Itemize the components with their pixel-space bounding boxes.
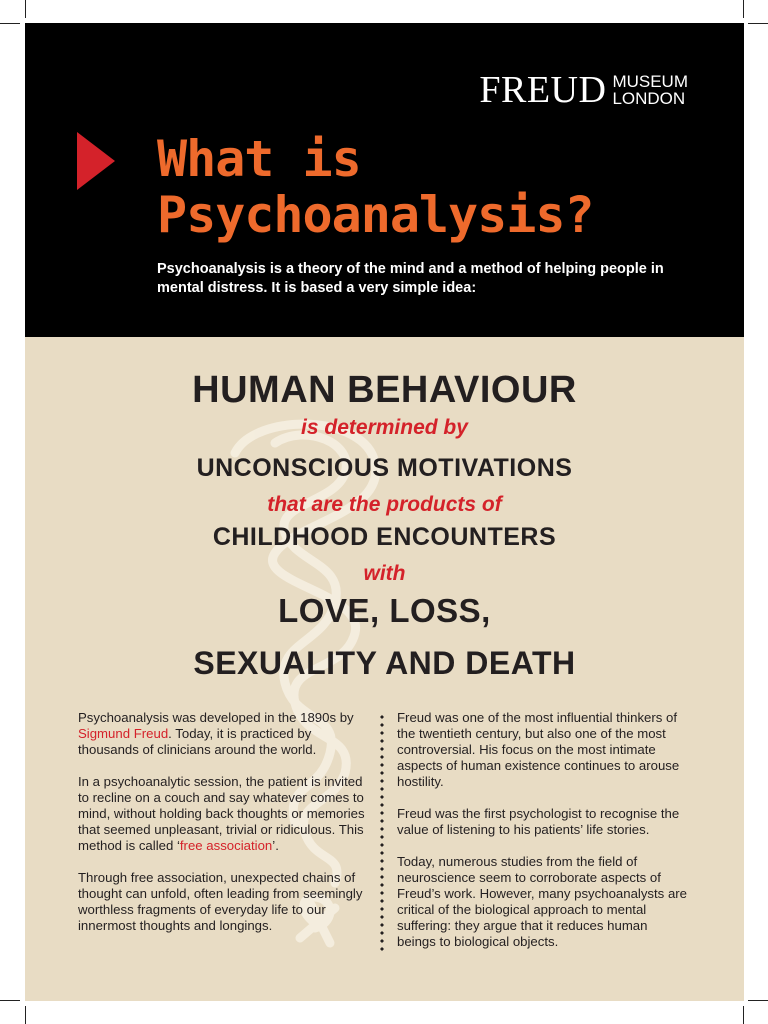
statement-line-5: CHILDHOOD ENCOUNTERS [212, 523, 557, 551]
intro-text: Psychoanalysis is a theory of the mind and a method of helping people in mental distress. It is based a very simple idea: [157, 261, 664, 296]
statement-line-7: LOVE, LOSS, [278, 592, 491, 629]
crop-mark [25, 0, 26, 18]
crop-mark [748, 23, 768, 24]
left-paragraph-2: In a psychoanalytic session, the patient is invited to recline on a couch and say whatever comes to mind, without holding back thoughts or memories that seemed unpleasant, trivial or ridiculous. This method is called ‘free association’. [78, 774, 365, 853]
crop-mark [743, 0, 744, 18]
statement-line-6: with [363, 562, 406, 585]
statement-line-3: UNCONSCIOUS MOTIVATIONS [196, 454, 573, 482]
crop-mark [0, 23, 20, 24]
sigmund-freud-link: Sigmund Freud [78, 726, 169, 741]
right-column [397, 710, 687, 966]
statement-line-4: that are the products of [267, 493, 502, 516]
right-paragraph-3: Today, numerous studies from the field of neuroscience seem to corroborate aspects of Freud’s work. However, many psychoanalysts are critical of the biological approach to mental suffering: they argue that it reduces human beings to biological objects. [397, 854, 688, 949]
left-paragraph-3: Through free association, unexpected chains of thought can unfold, often leading from seemingly worthless fragments of everyday life to our innermost thoughts and longings. [78, 870, 363, 933]
right-paragraph-1: Freud was one of the most influential thinkers of the twentieth century, but also one of the most controversial. His focus on the most intimate aspects of human existence continues to arouse hostility. [397, 710, 680, 789]
poster [25, 23, 744, 1001]
play-arrow-icon [77, 132, 115, 190]
left-column [78, 710, 368, 950]
logo-wordmark: FREUD [479, 69, 607, 111]
crop-mark [743, 1006, 744, 1024]
left-paragraph-1: Psychoanalysis was developed in the 1890s by Sigmund Freud. Today, it is practiced by thousands of clinicians around the world. [78, 710, 354, 757]
page-title: What is Psychoanalysis? [157, 130, 594, 244]
museum-logo [479, 71, 688, 109]
right-paragraph-2: Freud was the first psychologist to recognise the value of listening to his patients’ life stories. [397, 806, 680, 837]
crop-mark [25, 1006, 26, 1024]
logo-subtitle: MUSEUM LONDON [612, 72, 688, 108]
statement-line-8: SEXUALITY AND DEATH [193, 645, 576, 681]
crop-mark [0, 1000, 20, 1001]
free-association-term: free association [179, 838, 273, 853]
statement-line-1: HUMAN BEHAVIOUR [192, 369, 577, 411]
statement-line-2: is determined by [301, 416, 468, 439]
crop-mark [748, 1000, 768, 1001]
column-divider [380, 713, 384, 953]
header-panel [25, 23, 744, 337]
